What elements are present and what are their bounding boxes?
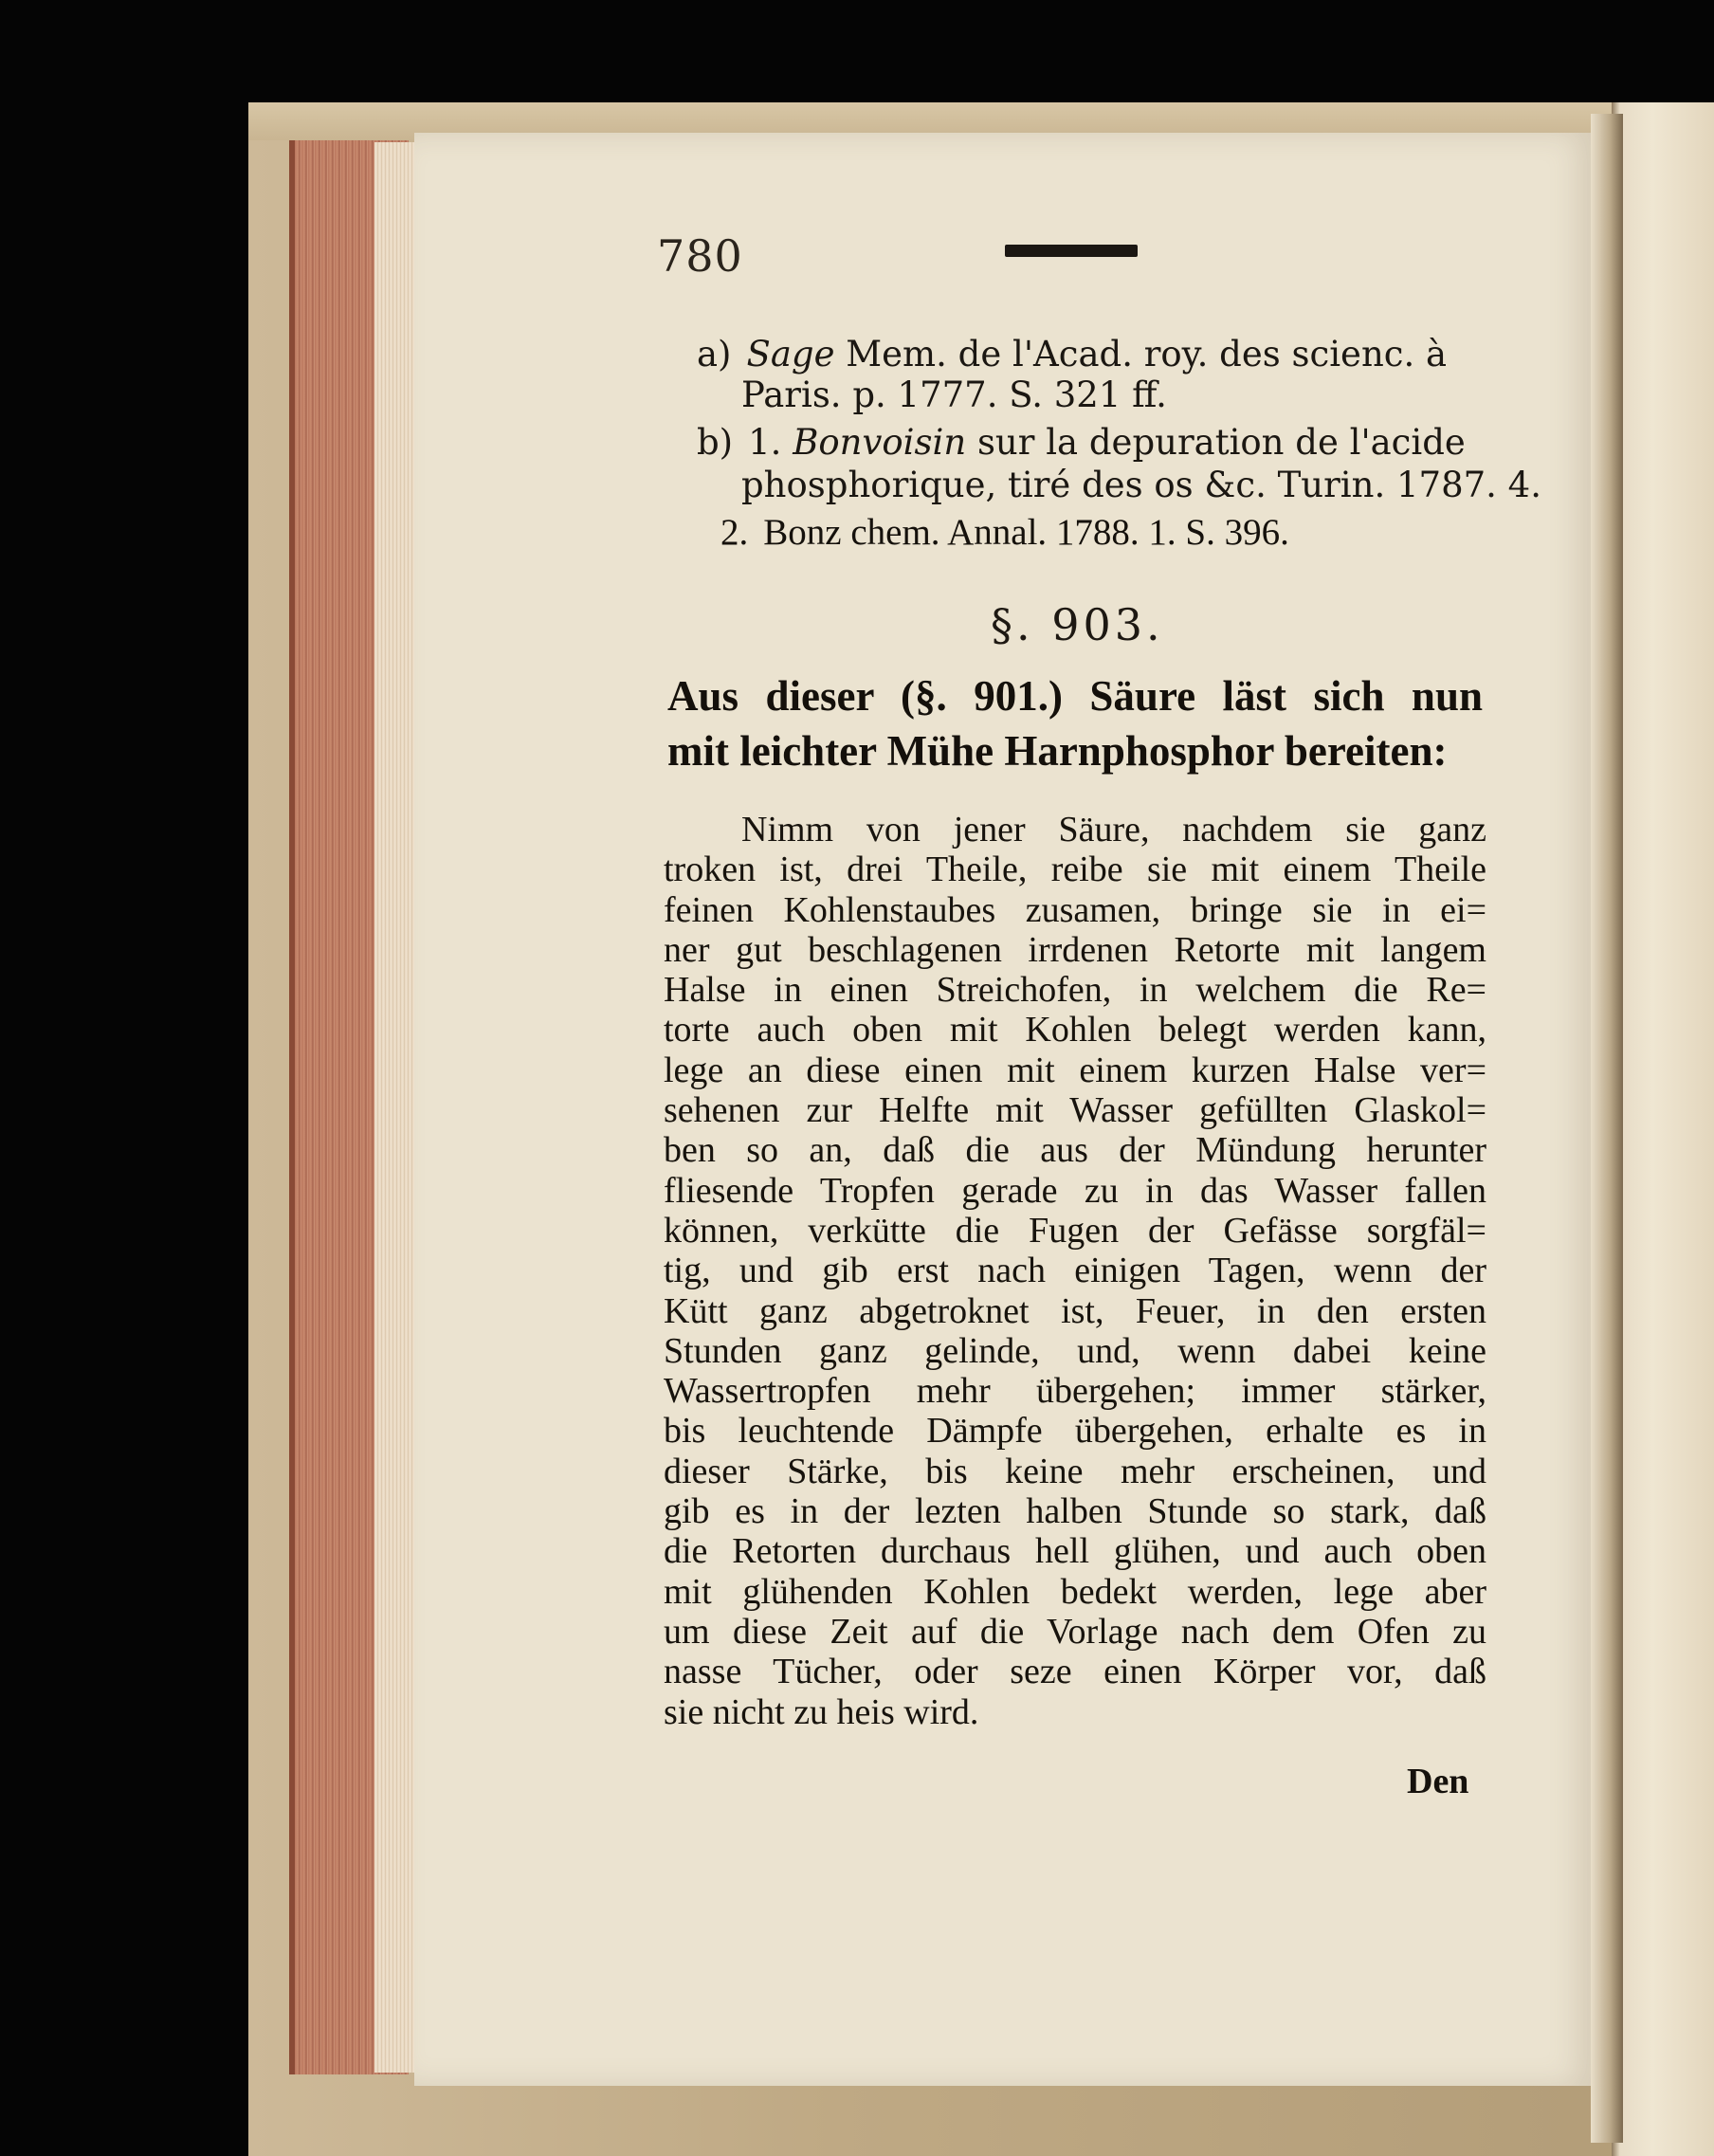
page-edges-inner xyxy=(374,142,414,2073)
footnote-label: a) xyxy=(697,334,732,375)
body-line: ner gut beschlagenen irrdenen Retorte mit langem xyxy=(664,929,1486,970)
section-heading: §. 903. xyxy=(991,599,1164,650)
footnote-number: 1. xyxy=(748,422,782,463)
footnote-text: sur la depuration de l'acide xyxy=(976,422,1466,463)
body-line: Kütt ganz abgetroknet ist, Feuer, in den ersten xyxy=(664,1290,1486,1331)
body-paragraph xyxy=(664,810,1486,1732)
footnote-b-line-2: phosphorique, tiré des os &c. Turin. 1787. 4. xyxy=(741,465,1541,505)
footnote-b-line-1 xyxy=(697,422,1466,464)
body-line: nasse Tücher, oder seze einen Körper vor, daß xyxy=(664,1652,1486,1692)
body-line: Stunden ganz gelinde, und, wenn dabei keine xyxy=(664,1330,1486,1371)
footnote-text: Mem. de l'Acad. roy. des scienc. à xyxy=(846,334,1448,375)
body-line: die Retorten durchaus hell glühen, und auch oben xyxy=(664,1531,1486,1572)
body-line: ben so an, daß die aus der Mündung herunter xyxy=(664,1130,1486,1171)
body-line: dieser Stärke, bis keine mehr erscheinen, und xyxy=(664,1451,1486,1491)
body-line: können, verkütte die Fugen der Gefässe sorgfäl= xyxy=(664,1210,1486,1251)
lead-line: mit leichter Mühe Harnphosphor bereiten: xyxy=(667,727,1448,775)
facing-page xyxy=(1612,102,1714,2156)
body-line: Nimm von jener Säure, nachdem sie ganz xyxy=(741,810,1486,850)
lead-line: Aus dieser (§. 901.) Säure läst sich nun xyxy=(667,672,1483,720)
footnote-label: 2. xyxy=(720,512,749,553)
body-line: feinen Kohlenstaubes zusamen, bringe sie in ei= xyxy=(664,889,1486,930)
footnote-label: b) xyxy=(697,422,734,463)
body-line: troken ist, drei Theile, reibe sie mit einem Theile xyxy=(664,850,1486,890)
body-line: sehenen zur Helfte mit Wasser gefüllten Glaskol= xyxy=(664,1090,1486,1131)
header-rule xyxy=(1005,245,1138,257)
catchword: Den xyxy=(1407,1762,1469,1801)
footnote-b-line-3 xyxy=(720,512,1289,554)
body-line: mit glühenden Kohlen bedekt werden, lege aber xyxy=(664,1571,1486,1612)
book-gutter xyxy=(1591,114,1623,2143)
body-line: bis leuchtende Dämpfe übergehen, erhalte es in xyxy=(664,1411,1486,1452)
page-number: 780 xyxy=(657,230,743,282)
footnote-author: Sage xyxy=(746,334,835,375)
footnote-a-line-1 xyxy=(697,334,1447,375)
body-line: lege an diese einen mit einem kurzen Halse ver= xyxy=(664,1050,1486,1090)
body-line: Halse in einen Streichofen, in welchem die Re= xyxy=(664,970,1486,1011)
body-line: tig, und gib erst nach einigen Tagen, wenn der xyxy=(664,1251,1486,1291)
footnote-text: Bonz chem. Annal. 1788. 1. S. 396. xyxy=(763,512,1289,553)
body-line: gib es in der lezten halben Stunde so stark, daß xyxy=(664,1491,1486,1532)
body-line: torte auch oben mit Kohlen belegt werden kann, xyxy=(664,1010,1486,1051)
body-line: sie nicht zu heis wird. xyxy=(664,1691,979,1732)
footnote-author: Bonvoisin xyxy=(793,422,967,463)
body-line: Wassertropfen mehr übergehen; immer stärker, xyxy=(664,1371,1486,1412)
footnote-a-line-2: Paris. p. 1777. S. 321 ff. xyxy=(741,375,1167,415)
lead-paragraph xyxy=(667,668,1483,778)
body-line: um diese Zeit auf die Vorlage nach dem Ofen zu xyxy=(664,1611,1486,1652)
body-line: fliesende Tropfen gerade zu in das Wasser fallen xyxy=(664,1170,1486,1211)
